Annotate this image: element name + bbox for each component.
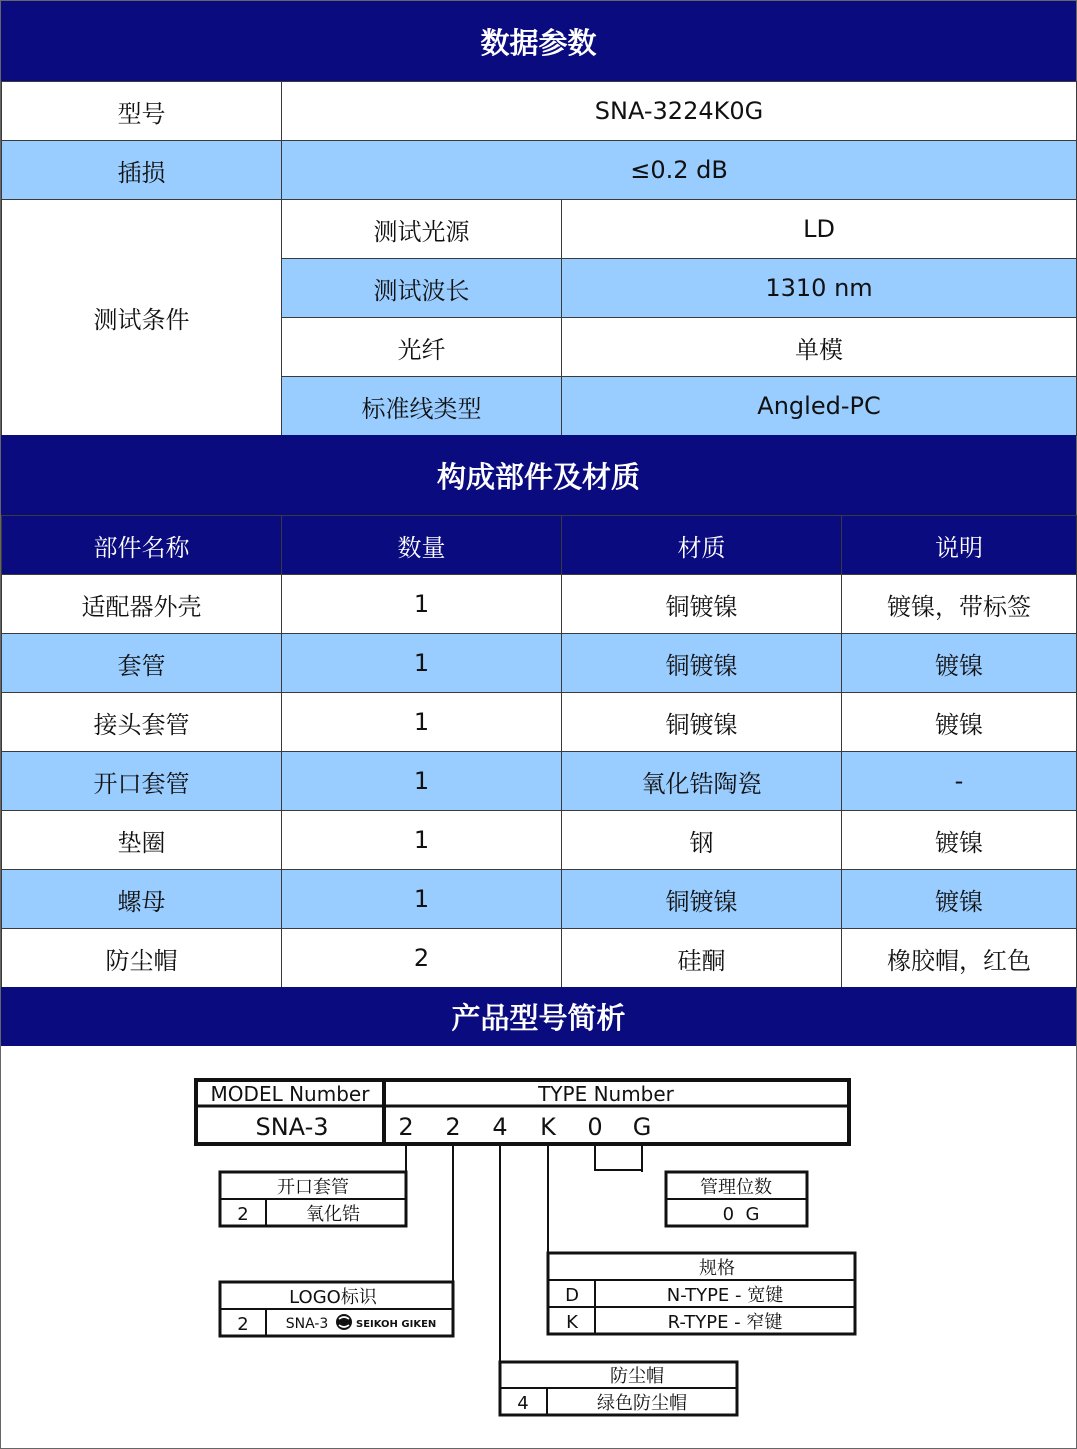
param-value: ≤0.2 dB bbox=[282, 141, 1077, 200]
part-qty: 1 bbox=[282, 811, 562, 870]
part-qty: 1 bbox=[282, 752, 562, 811]
table-row bbox=[2, 929, 1077, 988]
param-label-conditions: 测试条件 bbox=[2, 200, 282, 436]
cond-label: 标准线类型 bbox=[282, 377, 562, 436]
type-char: 4 bbox=[492, 1113, 508, 1141]
parts-table bbox=[1, 515, 1077, 988]
cond-label: 测试光源 bbox=[282, 200, 562, 259]
part-note: - bbox=[842, 752, 1077, 811]
part-material: 硅酮 bbox=[562, 929, 842, 988]
column-header: 说明 bbox=[842, 516, 1077, 575]
column-header: 数量 bbox=[282, 516, 562, 575]
part-qty: 1 bbox=[282, 693, 562, 752]
table-row bbox=[2, 693, 1077, 752]
mgmt-value: 0 G bbox=[722, 1204, 760, 1225]
table-row bbox=[2, 811, 1077, 870]
model-number-diagram bbox=[0, 1046, 1077, 1446]
logo-code: 2 bbox=[237, 1314, 249, 1335]
type-char: 2 bbox=[398, 1113, 414, 1141]
param-row-model bbox=[2, 82, 1077, 141]
spec-title: 规格 bbox=[699, 1258, 735, 1279]
part-name: 螺母 bbox=[2, 870, 282, 929]
part-material: 铜镀镍 bbox=[562, 870, 842, 929]
spec-code: K bbox=[566, 1312, 578, 1333]
sleeve-title: 开口套管 bbox=[277, 1177, 349, 1198]
model-value: SNA-3 bbox=[255, 1113, 329, 1141]
part-qty: 2 bbox=[282, 929, 562, 988]
type-char: K bbox=[540, 1113, 556, 1141]
part-qty: 1 bbox=[282, 575, 562, 634]
part-name: 开口套管 bbox=[2, 752, 282, 811]
cond-value: 单模 bbox=[562, 318, 1077, 377]
part-name: 防尘帽 bbox=[2, 929, 282, 988]
part-qty: 1 bbox=[282, 870, 562, 929]
part-name: 适配器外壳 bbox=[2, 575, 282, 634]
sleeve-code: 2 bbox=[237, 1204, 249, 1225]
param-value: SNA-3224K0G bbox=[282, 82, 1077, 141]
type-char: G bbox=[632, 1113, 652, 1141]
dustcap-code: 4 bbox=[517, 1393, 529, 1414]
part-name: 接头套管 bbox=[2, 693, 282, 752]
section-title-parts: 构成部件及材质 bbox=[1, 435, 1076, 515]
table-row bbox=[2, 634, 1077, 693]
part-qty: 1 bbox=[282, 634, 562, 693]
params-table bbox=[1, 81, 1077, 436]
part-material: 氧化锆陶瓷 bbox=[562, 752, 842, 811]
seikoh-giken-logo-icon bbox=[336, 1314, 352, 1330]
spec-desc: N-TYPE - 宽键 bbox=[666, 1285, 784, 1306]
cond-label: 测试波长 bbox=[282, 259, 562, 318]
part-name: 垫圈 bbox=[2, 811, 282, 870]
logo-title: LOGO标识 bbox=[289, 1287, 377, 1308]
table-row bbox=[2, 752, 1077, 811]
type-number-header: TYPE Number bbox=[538, 1082, 674, 1106]
part-note: 镀镍 bbox=[842, 870, 1077, 929]
param-label: 插损 bbox=[2, 141, 282, 200]
param-row-loss bbox=[2, 141, 1077, 200]
sleeve-desc: 氧化锆 bbox=[306, 1204, 360, 1225]
type-char: 2 bbox=[445, 1113, 461, 1141]
model-number-header: MODEL Number bbox=[210, 1082, 370, 1106]
param-row-cond bbox=[2, 200, 1077, 259]
spec-desc: R-TYPE - 窄键 bbox=[667, 1312, 783, 1333]
part-note: 镀镍 bbox=[842, 811, 1077, 870]
table-row bbox=[2, 870, 1077, 929]
column-header: 材质 bbox=[562, 516, 842, 575]
part-note: 镀镍 bbox=[842, 634, 1077, 693]
mgmt-title: 管理位数 bbox=[700, 1177, 772, 1198]
cond-value: LD bbox=[562, 200, 1077, 259]
part-material: 铜镀镍 bbox=[562, 575, 842, 634]
param-label: 型号 bbox=[2, 82, 282, 141]
section-title-model-analysis: 产品型号简析 bbox=[1, 987, 1076, 1046]
cond-value: Angled-PC bbox=[562, 377, 1077, 436]
part-material: 铜镀镍 bbox=[562, 634, 842, 693]
table-row bbox=[2, 575, 1077, 634]
part-material: 钢 bbox=[562, 811, 842, 870]
parts-header-row bbox=[2, 516, 1077, 575]
part-note: 镀镍，带标签 bbox=[842, 575, 1077, 634]
section-title-data-params: 数据参数 bbox=[1, 1, 1076, 81]
logo-desc: SNA-3 bbox=[285, 1316, 329, 1332]
cond-value: 1310 nm bbox=[562, 259, 1077, 318]
dustcap-title: 防尘帽 bbox=[610, 1366, 664, 1387]
cond-label: 光纤 bbox=[282, 318, 562, 377]
part-name: 套管 bbox=[2, 634, 282, 693]
part-note: 橡胶帽，红色 bbox=[842, 929, 1077, 988]
part-note: 镀镍 bbox=[842, 693, 1077, 752]
spec-code: D bbox=[565, 1285, 579, 1306]
dustcap-desc: 绿色防尘帽 bbox=[597, 1393, 687, 1414]
logo-brand: SEIKOH GIKEN bbox=[356, 1319, 437, 1330]
type-char: 0 bbox=[587, 1113, 603, 1141]
column-header: 部件名称 bbox=[2, 516, 282, 575]
part-material: 铜镀镍 bbox=[562, 693, 842, 752]
